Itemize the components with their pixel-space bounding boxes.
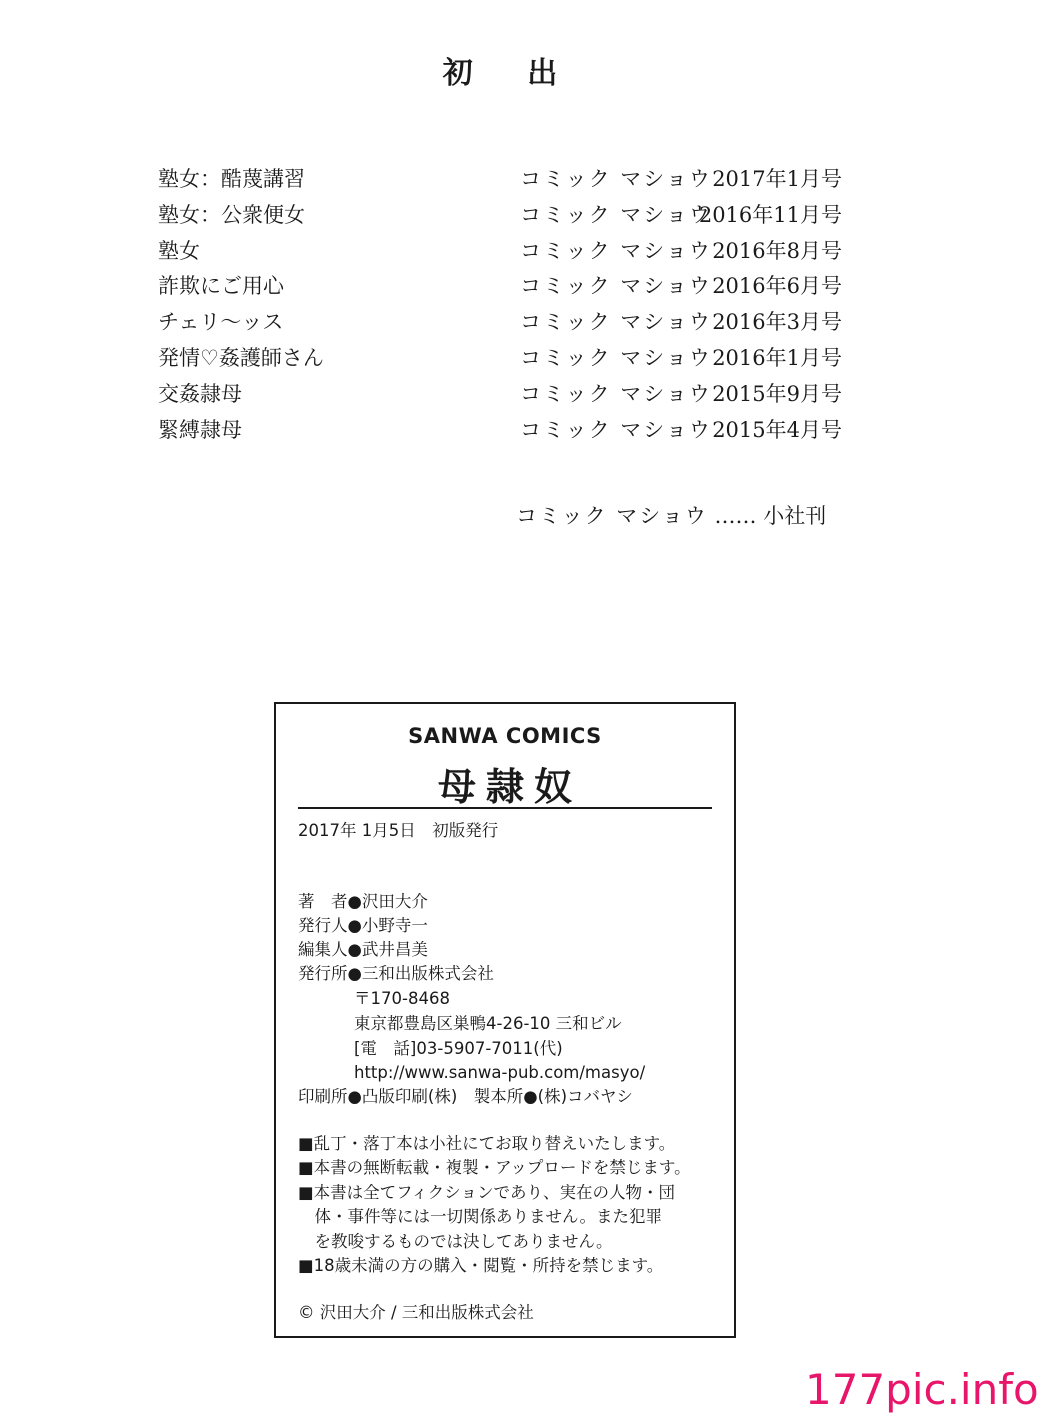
publication-magazine: コミック マショウ	[520, 238, 712, 263]
publication-title: 緊縛隷母	[158, 417, 242, 442]
publisher-note-publisher: 小社刊	[763, 504, 827, 528]
book-title: 母隷奴	[437, 764, 582, 809]
postal-code: 〒170-8468	[354, 989, 450, 1008]
copyright: © 沢田大介 / 三和出版株式会社	[298, 1303, 534, 1322]
author-line: 著 者●沢田大介	[298, 892, 428, 911]
warning-line: 体・事件等には一切関係ありません。また犯罪	[298, 1207, 662, 1226]
printer-line: 印刷所●凸版印刷(株) 製本所●(株)コバヤシ	[298, 1087, 633, 1106]
publication-row	[158, 162, 858, 198]
publisher-note-separator: ……	[714, 504, 757, 528]
phone-number: [電 話]03-5907-7011(代)	[354, 1039, 563, 1058]
publication-title: 詐欺にご用心	[158, 274, 284, 299]
publication-title: 塾女	[158, 238, 200, 263]
publication-row	[158, 413, 858, 449]
issuer-line: 発行人●小野寺一	[298, 916, 428, 935]
publication-row	[158, 305, 858, 341]
publication-date: 2016年8月号	[712, 238, 842, 263]
issue-date: 2017年 1月5日 初版発行	[298, 821, 499, 840]
warning-line: を教唆するものでは決してありません。	[298, 1232, 613, 1251]
publication-date: 2015年4月号	[712, 417, 842, 442]
publication-title: 塾女：公衆便女	[158, 202, 305, 227]
publication-magazine: コミック マショウ	[520, 274, 712, 299]
publication-date: 2016年11月号	[698, 202, 842, 227]
publication-row	[158, 341, 858, 377]
warning-line: ■本書の無断転載・複製・アップロードを禁じます。	[298, 1158, 691, 1177]
page-heading: 初 出	[442, 56, 580, 91]
watermark-text: 177pic.info	[805, 1365, 1039, 1414]
publication-date: 2016年1月号	[712, 345, 842, 370]
publication-date: 2016年6月号	[712, 274, 842, 299]
publisher-url: http://www.sanwa-pub.com/masyo/	[354, 1063, 646, 1082]
publication-magazine: コミック マショウ	[520, 381, 712, 406]
publication-title: 交姦隷母	[158, 381, 242, 406]
publisher-note-magazine: コミック マショウ	[516, 504, 708, 528]
publication-title: 塾女：酷蔑講習	[158, 167, 305, 191]
colophon-box	[274, 702, 736, 1338]
series-name: SANWA COMICS	[408, 724, 602, 748]
address: 東京都豊島区巣鴨4-26-10 三和ビル	[354, 1014, 622, 1033]
publication-date: 2015年9月号	[712, 381, 842, 406]
publication-row	[158, 234, 858, 270]
title-divider	[298, 807, 712, 809]
publication-title: 発情♡姦護師さん	[158, 345, 324, 370]
publisher-line: 発行所●三和出版株式会社	[298, 964, 494, 983]
publication-magazine: コミック マショウ	[520, 202, 712, 227]
publication-date: 2017年1月号	[712, 167, 842, 191]
publication-magazine: コミック マショウ	[520, 345, 712, 370]
warning-line: ■本書は全てフィクションであり、実在の人物・団	[298, 1183, 675, 1202]
publication-title: チェリ〜ッス	[158, 310, 284, 335]
publication-date: 2016年3月号	[712, 310, 842, 335]
warning-line: ■18歳未満の方の購入・閲覧・所持を禁じます。	[298, 1256, 664, 1275]
editor-line: 編集人●武井昌美	[298, 940, 428, 959]
publication-list	[158, 162, 858, 448]
publication-row	[158, 198, 858, 234]
publication-row	[158, 377, 858, 413]
warning-line: ■乱丁・落丁本は小社にてお取り替えいたします。	[298, 1134, 676, 1153]
publisher-note	[516, 500, 826, 530]
publication-magazine: コミック マショウ	[520, 310, 712, 335]
publication-row	[158, 269, 858, 305]
publication-magazine: コミック マショウ	[520, 167, 712, 191]
publication-magazine: コミック マショウ	[520, 417, 712, 442]
